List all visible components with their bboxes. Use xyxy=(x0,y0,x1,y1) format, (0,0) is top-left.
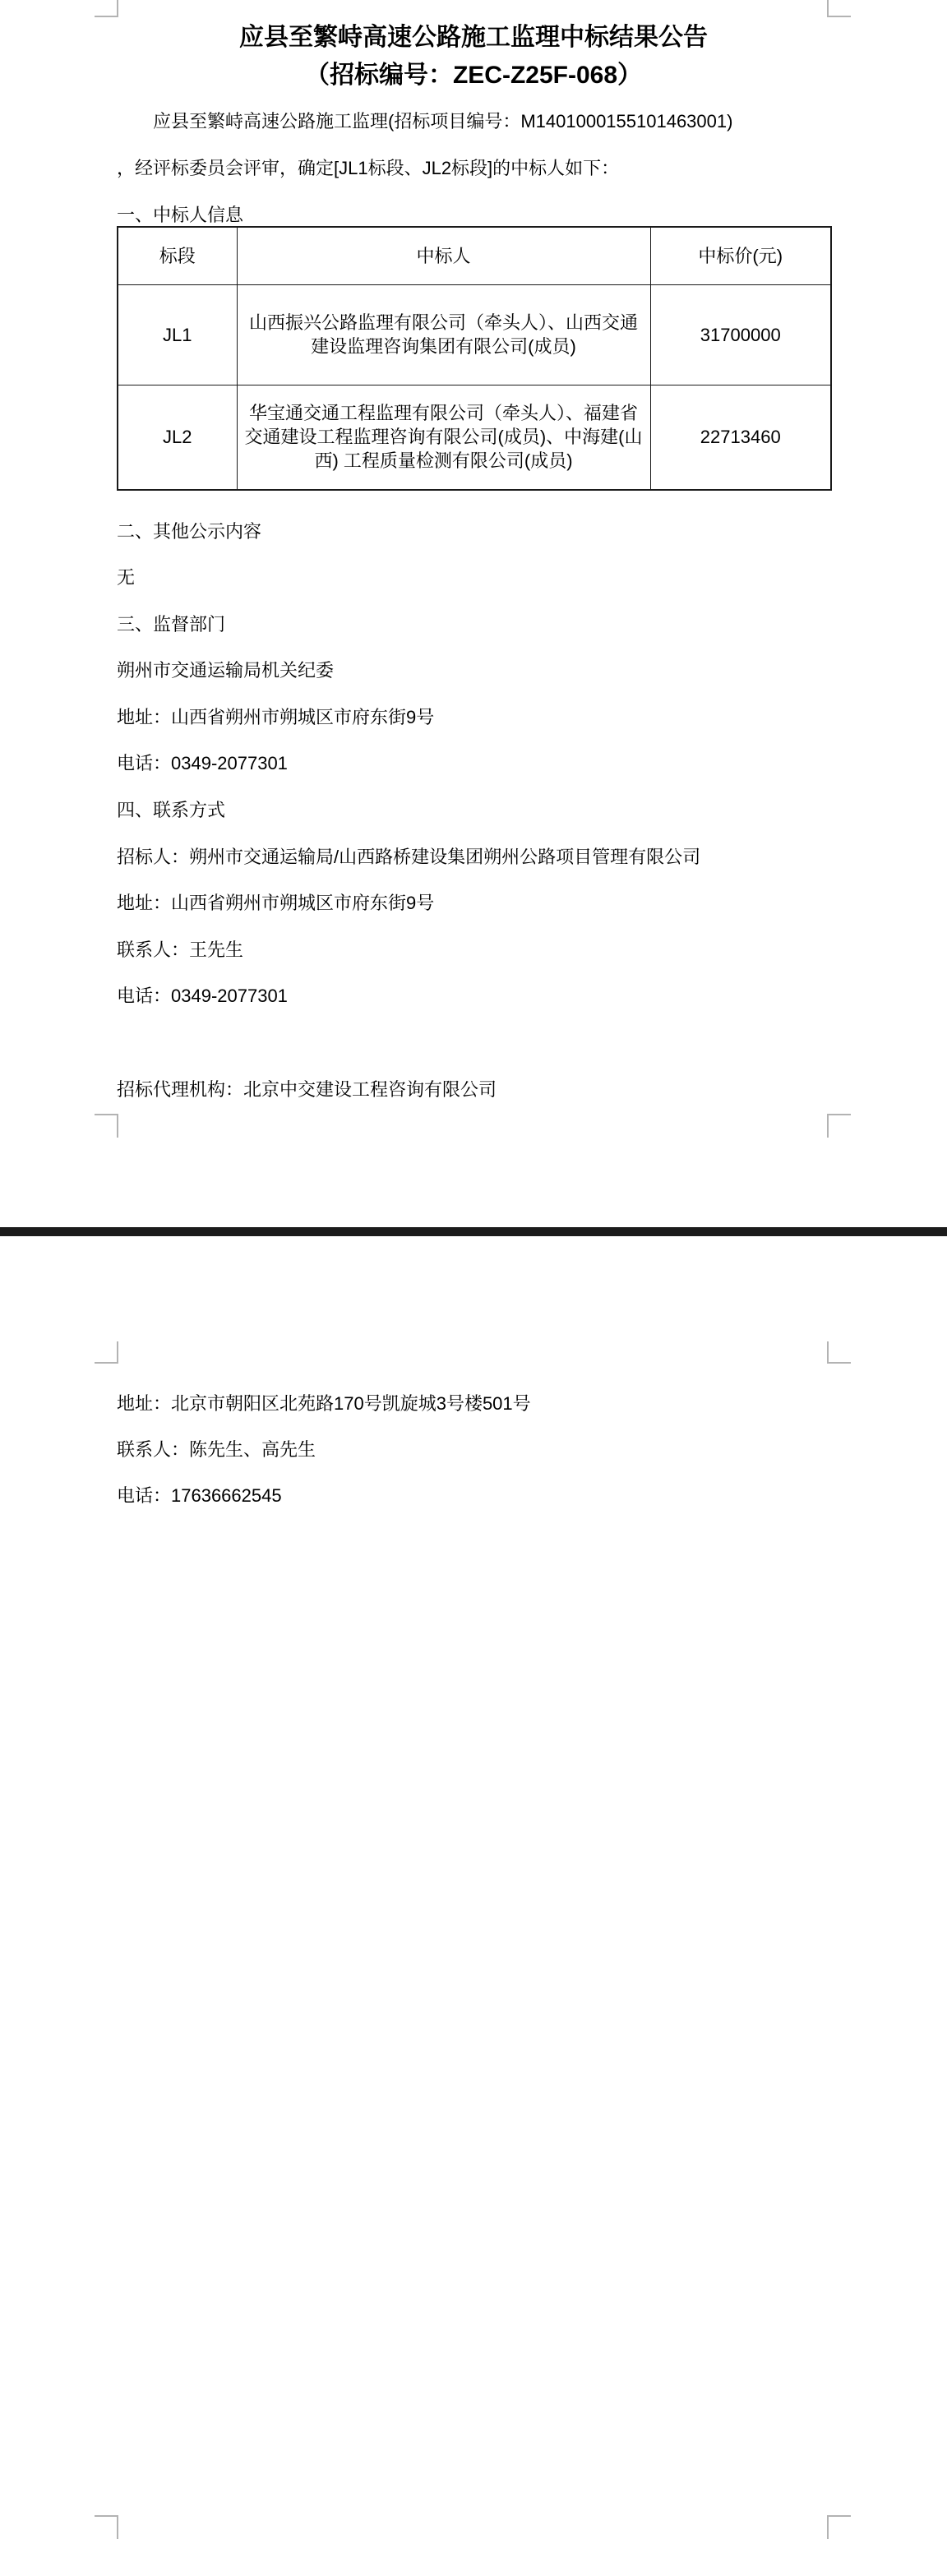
header-winner-col: 中标人 xyxy=(237,227,650,284)
header-price-col: 中标价(元) xyxy=(650,227,831,284)
tender-number-subtitle: （招标编号：ZEC-Z25F-068） xyxy=(304,62,643,89)
tenderer-contact: 联系人：王先生 xyxy=(117,939,244,960)
section-2-content: 无 xyxy=(117,567,136,588)
section-3-heading: 三、监督部门 xyxy=(117,614,226,635)
crop-mark-page2-bottom-left xyxy=(95,2515,118,2539)
cell-winner-jl2: 华宝通交通工程监理有限公司（牵头人）、福建省交通建设工程监理咨询有限公司(成员)、中海建(山西) 工程质量检测有限公司(成员) xyxy=(237,385,650,490)
cell-section-jl1: JL1 xyxy=(118,284,237,385)
cell-section-jl2: JL2 xyxy=(118,385,237,490)
crop-mark-page1-bottom-right xyxy=(827,1114,851,1138)
intro-line-2: ，经评标委员会评审，确定[JL1标段、JL2标段]的中标人如下： xyxy=(117,158,620,178)
page-2-content xyxy=(117,0,830,2576)
agency-phone: 电话：17636662545 xyxy=(117,1485,282,1506)
supervisor-address: 地址：山西省朔州市朔城区市府东街9号 xyxy=(117,707,435,727)
agency-name: 招标代理机构：北京中交建设工程咨询有限公司 xyxy=(117,1079,497,1100)
tenderer-address: 地址：山西省朔州市朔城区市府东街9号 xyxy=(117,893,435,913)
crop-mark-page1-top-left xyxy=(95,0,118,17)
tenderer-phone: 电话：0349-2077301 xyxy=(117,986,288,1006)
header-section-col: 标段 xyxy=(118,227,237,284)
crop-mark-page2-top-left xyxy=(95,1341,118,1364)
cell-price-jl2: 22713460 xyxy=(650,385,831,490)
crop-mark-page2-bottom-right xyxy=(827,2515,851,2539)
crop-mark-page1-top-right xyxy=(827,0,851,17)
intro-line-1: 应县至繁峙高速公路施工监理(招标项目编号：M1401000155101463001) xyxy=(153,111,733,132)
crop-mark-page1-bottom-left xyxy=(95,1114,118,1138)
cell-price-jl1: 31700000 xyxy=(650,284,831,385)
tenderer-name: 招标人：朔州市交通运输局/山西路桥建设集团朔州公路项目管理有限公司 xyxy=(117,847,701,867)
agency-contact: 联系人：陈先生、高先生 xyxy=(117,1439,316,1460)
supervisor-name: 朔州市交通运输局机关纪委 xyxy=(117,660,335,681)
cell-winner-jl1: 山西振兴公路监理有限公司（牵头人）、山西交通建设监理咨询集团有限公司(成员) xyxy=(237,284,650,385)
page-title: 应县至繁峙高速公路施工监理中标结果公告 xyxy=(239,24,708,51)
section-4-heading: 四、联系方式 xyxy=(117,800,226,820)
crop-mark-page2-top-right xyxy=(827,1341,851,1364)
agency-address: 地址：北京市朝阳区北苑路170号凯旋城3号楼501号 xyxy=(117,1393,531,1414)
section-2-heading: 二、其他公示内容 xyxy=(117,521,262,542)
supervisor-phone: 电话：0349-2077301 xyxy=(117,753,288,773)
section-1-heading: 一、中标人信息 xyxy=(117,205,244,225)
